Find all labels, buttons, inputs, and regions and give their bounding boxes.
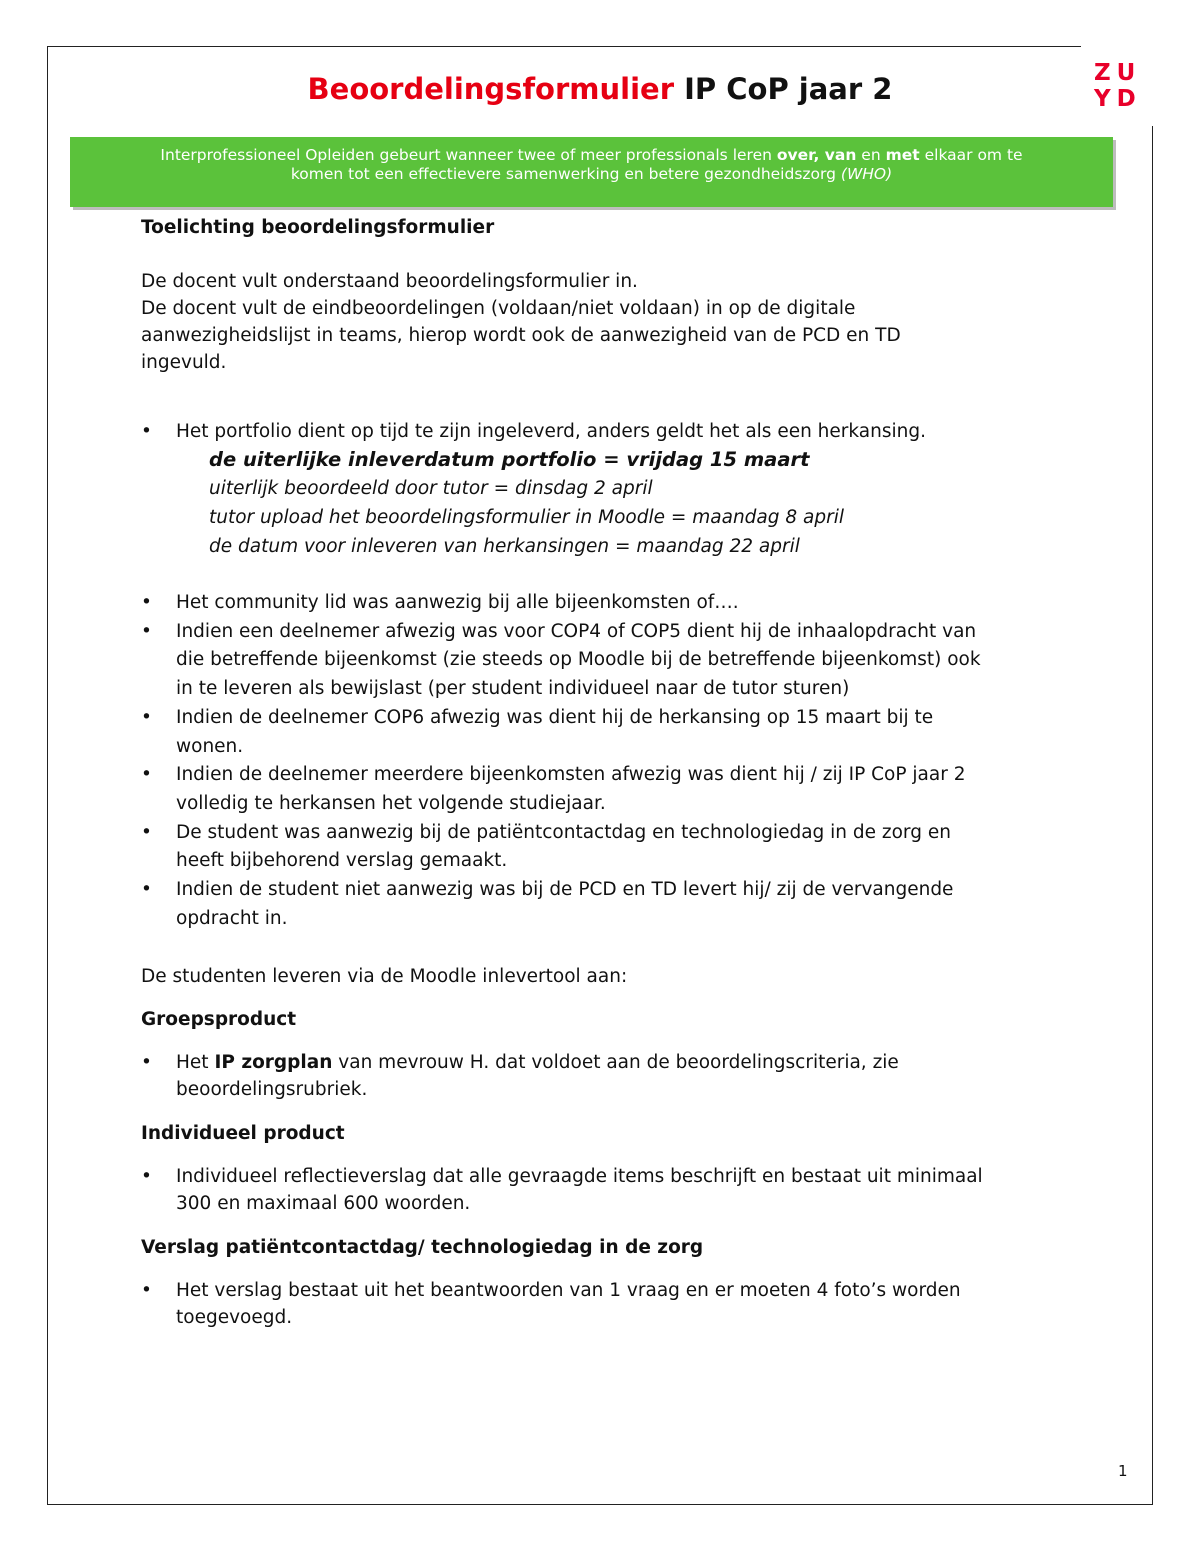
list-item: [141, 618, 1131, 704]
deadline-list: [141, 418, 1131, 445]
individual-line-2: 300 en maximaal 600 woorden.: [176, 1193, 471, 1215]
list-item: [141, 589, 1131, 618]
rule-text: volledig te herkansen het volgende studiejaar.: [176, 792, 606, 814]
paragraph-2-line-1: De docent vult de eindbeoordelingen (voldaan/niet voldaan) in op de digitale: [141, 298, 856, 319]
group-text-2: van mevrouw H. dat voldoet aan de beoordelingscriteria, zie: [332, 1052, 899, 1074]
rule-text: in te leveren als bewijslast (per student individueel naar de tutor sturen): [176, 678, 850, 700]
banner-source: (WHO): [840, 165, 893, 183]
list-item: [141, 704, 1131, 761]
banner-text-1: Interprofessioneel Opleiden gebeurt wanneer twee of meer professionals leren: [160, 146, 777, 164]
section-heading-verslag: Verslag patiëntcontactdag/ technologiedag in de zorg: [141, 1237, 704, 1259]
top-rule: [47, 46, 1081, 47]
individual-line-1: • Individueel reflectieverslag dat alle gevraagde items beschrijft en bestaat uit minimaal: [176, 1166, 983, 1188]
deadline-submission: de uiterlijke inleverdatum portfolio = vrijdag 15 maart: [209, 448, 810, 471]
list-item: [141, 1277, 1131, 1331]
rule-text: • Indien de deelnemer meerdere bijeenkomsten afwezig was dient hij / zij IP CoP jaar 2: [176, 764, 966, 786]
banner-text-4: komen tot een effectievere samenwerking en betere gezondheidszorg: [290, 165, 841, 183]
ipe-definition-banner: [70, 137, 1113, 207]
list-item: [141, 761, 1131, 818]
deadline-assessment: uiterlijk beoordeeld door tutor = dinsdag 2 april: [209, 478, 653, 499]
list-item: [141, 1049, 1131, 1103]
group-bold: IP zorgplan: [214, 1052, 333, 1074]
rule-text: • De student was aanwezig bij de patiëntcontactdag en technologiedag in de zorg en: [176, 821, 951, 843]
rules-list: [141, 589, 1131, 933]
logo-line-1: ZU: [1094, 60, 1142, 86]
page-number: 1: [1118, 1462, 1128, 1480]
group-text-1: Het: [176, 1052, 215, 1074]
paragraph-2-line-3: ingevuld.: [141, 352, 227, 373]
rule-text: Het community lid was aanwezig bij alle bijeenkomsten of….: [176, 592, 739, 613]
paragraph-1: De docent vult onderstaand beoordelingsformulier in.: [141, 271, 638, 292]
group-product-line-1: [176, 1049, 1131, 1076]
page-title: [0, 72, 1200, 106]
deadline-resit: de datum voor inleveren van herkansingen = maandag 22 april: [209, 536, 800, 557]
logo-line-2: YD: [1094, 86, 1142, 112]
list-item: [141, 876, 1131, 933]
banner-text-3: elkaar om te: [919, 146, 1023, 164]
paragraph-2-line-2: aanwezigheidslijst in teams, hierop wordt ook de aanwezigheid van de PCD en TD: [141, 325, 901, 346]
report-line-2: toegevoegd.: [176, 1307, 293, 1329]
banner-line-2: [70, 165, 1113, 184]
report-list: [141, 1277, 1131, 1331]
list-item: [141, 1163, 1131, 1217]
individual-product-list: [141, 1163, 1131, 1217]
list-item: [141, 418, 1131, 445]
deadline-upload: tutor upload het beoordelingsformulier in Moodle = maandag 8 april: [209, 507, 844, 528]
title-red: Beoordelingsformulier: [307, 72, 674, 106]
rule-text: • Indien een deelnemer afwezig was voor COP4 of COP5 dient hij de inhaalopdracht van: [176, 620, 977, 642]
deadline-bullet-text: Het portfolio dient op tijd te zijn ingeleverd, anders geldt het als een herkansing.: [176, 421, 926, 442]
banner-bold-2: met: [885, 146, 920, 164]
rule-text: opdracht in.: [176, 907, 288, 929]
rule-text: • Indien de student niet aanwezig was bij de PCD en TD levert hij/ zij de vervangende: [176, 879, 954, 901]
group-product-line-2: beoordelingsrubriek.: [176, 1079, 368, 1101]
banner-text-2: en: [856, 146, 886, 164]
title-rest: IP CoP jaar 2: [674, 72, 893, 106]
section-heading-individueel: Individueel product: [141, 1123, 345, 1145]
submission-intro: De studenten leveren via de Moodle inlevertool aan:: [141, 966, 628, 988]
group-product-list: [141, 1049, 1131, 1103]
banner-bold-1: over, van: [776, 146, 857, 164]
rule-text: heeft bijbehorend verslag gemaakt.: [176, 850, 508, 872]
rule-text: wonen.: [176, 735, 244, 757]
section-heading-toelichting: Toelichting beoordelingsformulier: [141, 217, 495, 238]
list-item: [141, 819, 1131, 876]
rule-text: • Indien de deelnemer COP6 afwezig was dient hij de herkansing op 15 maart bij te: [176, 706, 934, 728]
banner-line-1: [70, 146, 1113, 165]
section-heading-groepsproduct: Groepsproduct: [141, 1009, 297, 1031]
rule-text: die betreffende bijeenkomst (zie steeds op Moodle bij de betreffende bijeenkomst) ook: [176, 649, 981, 671]
report-line-1: • Het verslag bestaat uit het beantwoorden van 1 vraag en er moeten 4 foto’s worden: [176, 1280, 961, 1302]
main-content: [141, 212, 1131, 1331]
